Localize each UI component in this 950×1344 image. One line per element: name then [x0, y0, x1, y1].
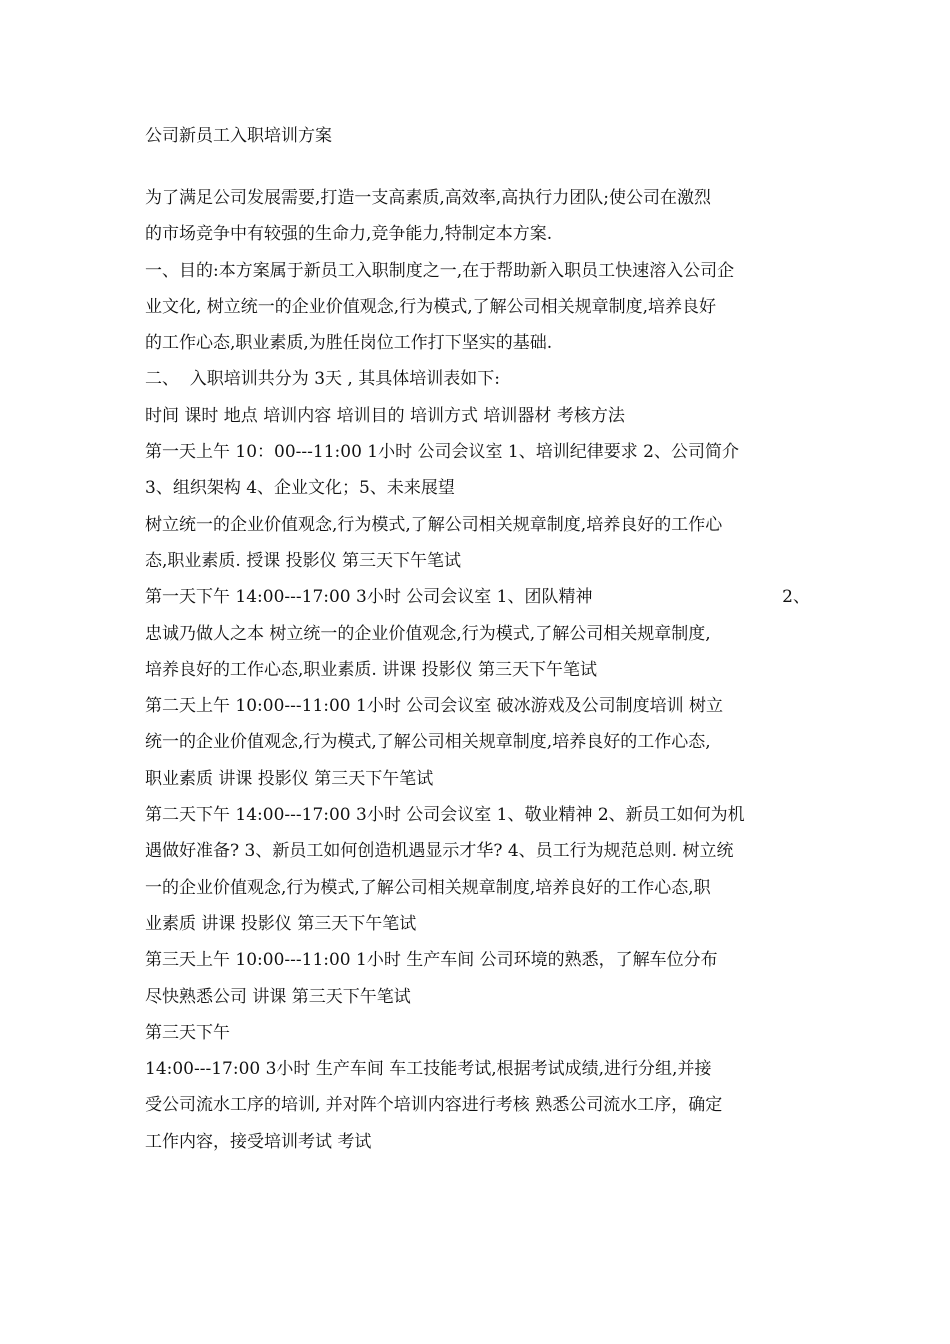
schedule-line-right: 2、 — [782, 587, 810, 608]
schedule-line: 遇做好准备? 3、新员工如何创造机遇显示才华? 4、员工行为规范总则. 树立统 — [145, 841, 734, 862]
schedule-line: 第三天上午 10:00---11:00 1小时 生产车间 公司环境的熟悉，了解车位分布 — [145, 950, 718, 971]
schedule-line: 3、组织架构 4、企业文化；5、未来展望 — [145, 478, 455, 499]
body-line: 一、目的:本方案属于新员工入职制度之一,在于帮助新入职员工快速溶入公司企 — [145, 260, 735, 281]
body-line: 业文化, 树立统一的企业价值观念,行为模式,了解公司相关规章制度,培养良好 — [145, 296, 717, 317]
body-line: 的工作心态,职业素质,为胜任岗位工作打下坚实的基础. — [145, 333, 553, 354]
document-title: 公司新员工入职培训方案 — [145, 126, 332, 146]
schedule-line: 一的企业价值观念,行为模式,了解公司相关规章制度,培养良好的工作心态,职 — [145, 877, 711, 898]
document-body — [145, 180, 810, 1160]
schedule-line: 统一的企业价值观念,行为模式,了解公司相关规章制度,培养良好的工作心态, — [145, 732, 711, 753]
schedule-line-left: 第一天下午 14:00---17:00 3小时 公司会议室 1、团队精神 — [145, 587, 593, 608]
schedule-line: 业素质 讲课 投影仪 第三天下午笔试 — [145, 913, 417, 934]
schedule-line: 职业素质 讲课 投影仪 第三天下午笔试 — [145, 768, 434, 789]
body-line: 二、 入职培训共分为 3天 , 其具体培训表如下: — [145, 369, 500, 390]
schedule-line: 尽快熟悉公司 讲课 第三天下午笔试 — [145, 986, 411, 1007]
body-line: 为了满足公司发展需要,打造一支高素质,高效率,高执行力团队;使公司在激烈 — [145, 188, 711, 208]
schedule-line: 忠诚乃做人之本 树立统一的企业价值观念,行为模式,了解公司相关规章制度, — [145, 623, 711, 644]
schedule-line: 工作内容，接受培训考试 考试 — [145, 1131, 372, 1152]
schedule-line: 树立统一的企业价值观念,行为模式,了解公司相关规章制度,培养良好的工作心 — [145, 514, 723, 535]
body-line: 的市场竞争中有较强的生命力,竞争能力,特制定本方案. — [145, 224, 553, 245]
schedule-line: 14:00---17:00 3小时 生产车间 车工技能考试,根据考试成绩,进行分组,并接 — [145, 1059, 712, 1080]
schedule-line: 受公司流水工序的培训, 并对阵个培训内容进行考核 熟悉公司流水工序，确定 — [145, 1095, 723, 1116]
schedule-line: 态,职业素质. 授课 投影仪 第三天下午笔试 — [145, 550, 462, 571]
schedule-line: 培养良好的工作心态,职业素质. 讲课 投影仪 第三天下午笔试 — [145, 659, 598, 680]
schedule-line: 第三天下午 — [145, 1022, 230, 1043]
schedule-line: 第二天上午 10:00---11:00 1小时 公司会议室 破冰游戏及公司制度培训 树立 — [145, 696, 724, 717]
schedule-line: 第一天上午 10：00---11:00 1小时 公司会议室 1、培训纪律要求 2、公司简介 — [145, 442, 739, 463]
table-header-line: 时间 课时 地点 培训内容 培训目的 培训方式 培训器材 考核方法 — [145, 405, 625, 426]
schedule-line: 第二天下午 14:00---17:00 3小时 公司会议室 1、敬业精神 2、新员工如何为机 — [145, 805, 745, 826]
schedule-line-split — [145, 579, 810, 615]
